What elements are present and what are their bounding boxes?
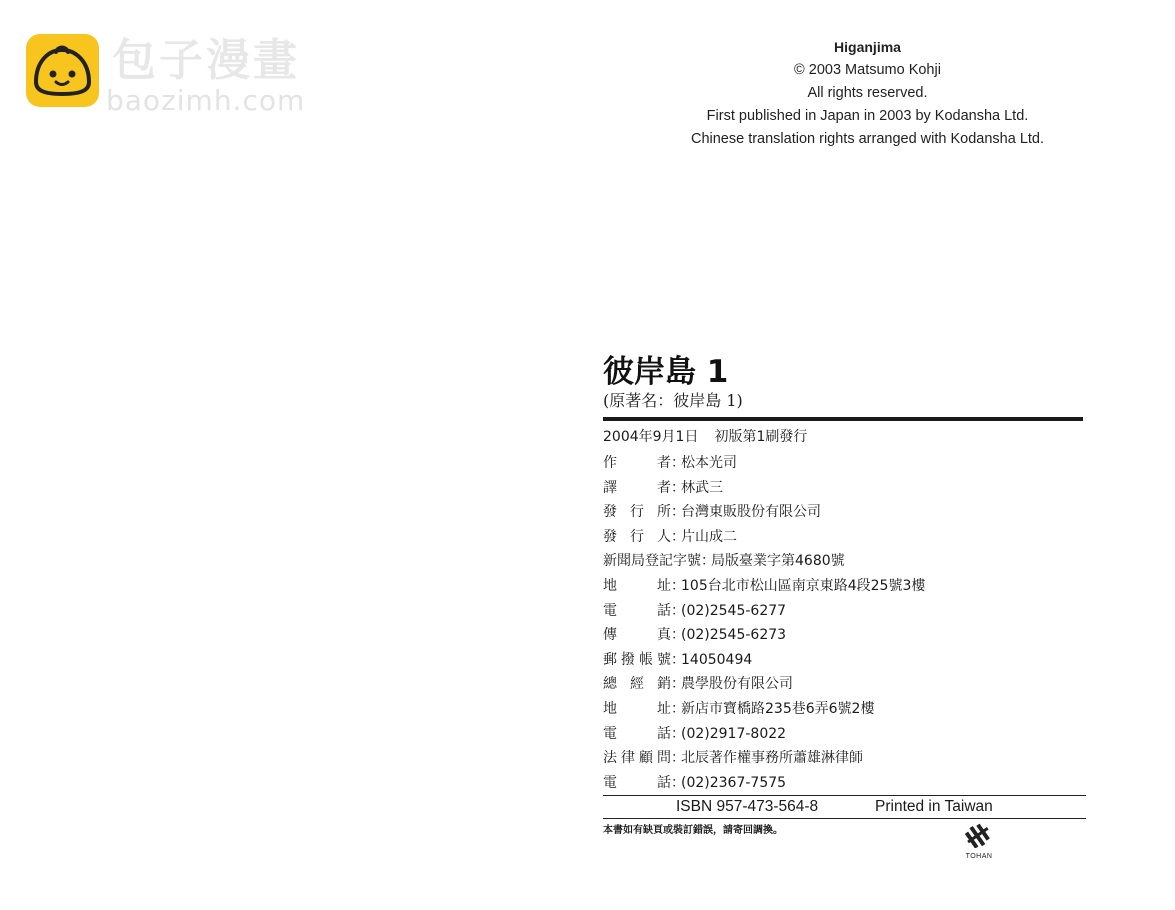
- colophon-row: [603, 722, 1086, 747]
- row-label: 作 者: [603, 455, 671, 471]
- watermark-cn: 包子漫畫: [112, 35, 300, 86]
- english-credits: [640, 36, 1095, 151]
- replacement-note: 本書如有缺頁或裝訂錯誤，請寄回調換。: [603, 825, 783, 836]
- row-value: 局版臺業字第4680號: [711, 553, 845, 570]
- row-separator: ：: [671, 627, 685, 644]
- row-label: 電 話: [603, 774, 671, 791]
- row-value: 北辰著作權事務所蕭雄淋律師: [681, 750, 863, 767]
- colophon-row: [603, 451, 1086, 476]
- row-label: 發 行 所: [603, 504, 671, 521]
- row-value: (02)2917-8022: [681, 725, 787, 742]
- row-value: 片山成二: [681, 528, 737, 545]
- isbn-bar: [603, 795, 1086, 819]
- bun-icon: [26, 34, 99, 107]
- colophon-row: [603, 500, 1086, 525]
- watermark-logo: [26, 34, 316, 117]
- printed-in: Printed in Taiwan: [875, 798, 993, 815]
- row-label: 電 話: [603, 725, 671, 742]
- book-title: 彼岸島 1: [603, 354, 729, 390]
- original-title: (原著名：彼岸島 1): [603, 391, 743, 410]
- row-separator: ：: [671, 602, 685, 619]
- watermark-en: baozimh.com: [106, 84, 306, 117]
- row-separator: ：: [671, 725, 685, 742]
- colophon-row: [603, 771, 1086, 796]
- row-value: 松本光司: [681, 455, 737, 471]
- row-label: 地 址: [603, 577, 671, 594]
- row-label: 地 址: [603, 700, 671, 717]
- row-separator: ：: [671, 700, 685, 717]
- tohan-mark-icon: [964, 822, 994, 848]
- row-value: (02)2367-7575: [681, 774, 787, 791]
- row-separator: ：: [671, 577, 685, 594]
- colophon-row: [603, 746, 1086, 771]
- row-separator: ：: [671, 750, 685, 767]
- tohan-logo: [961, 822, 997, 858]
- colophon-row: [603, 599, 1086, 624]
- row-label: 譯 者: [603, 479, 671, 496]
- row-label: 總 經 銷: [603, 676, 671, 693]
- tohan-label: TOHAN: [965, 853, 993, 860]
- row-separator: ：: [671, 504, 685, 521]
- credits-title: Higanjima: [834, 39, 901, 55]
- colophon-row: [603, 648, 1086, 673]
- colophon: [603, 352, 1086, 860]
- row-value: 105台北市松山區南京東路4段25號3樓: [681, 577, 926, 594]
- row-label: 傳 真: [603, 627, 671, 644]
- row-value: 台灣東販股份有限公司: [681, 504, 821, 521]
- row-label: 郵 撥 帳 號: [603, 651, 671, 668]
- row-separator: ：: [671, 528, 685, 545]
- colophon-row: [603, 549, 1086, 574]
- credits-translation: Chinese translation rights arranged with Kodansha Ltd.: [690, 131, 1045, 147]
- row-value: 14050494: [681, 651, 753, 668]
- edition-line: [603, 427, 1086, 447]
- edition-date: 2004年9月1日: [603, 429, 699, 445]
- colophon-row: [603, 623, 1086, 648]
- edition-text: 初版第1刷發行: [714, 429, 808, 445]
- row-label: 發 行 人: [603, 528, 671, 545]
- colophon-rows: [603, 451, 1086, 795]
- row-value: 林武三: [681, 479, 723, 496]
- credits-rights: All rights reserved.: [807, 85, 928, 101]
- row-value: (02)2545-6277: [681, 602, 787, 619]
- row-value: 新店市寶橋路235巷6弄6號2樓: [681, 700, 875, 717]
- row-separator: ：: [671, 651, 685, 668]
- row-separator: ：: [671, 676, 685, 693]
- thick-divider: [603, 417, 1083, 421]
- colophon-row: [603, 574, 1086, 599]
- colophon-row: [603, 697, 1086, 722]
- row-label: 電 話: [603, 602, 671, 619]
- colophon-row: [603, 476, 1086, 501]
- row-value: 農學股份有限公司: [681, 676, 793, 693]
- row-separator: ：: [701, 553, 715, 570]
- row-separator: ：: [671, 479, 685, 496]
- row-separator: ：: [671, 774, 685, 791]
- isbn: ISBN 957-473-564-8: [676, 798, 819, 815]
- row-label: 新聞局登記字號: [603, 553, 701, 570]
- row-label: 法 律 顧 問: [603, 750, 671, 767]
- row-value: (02)2545-6273: [681, 627, 787, 644]
- colophon-row: [603, 672, 1086, 697]
- credits-copyright: © 2003 Matsumo Kohji: [794, 62, 941, 78]
- credits-published: First published in Japan in 2003 by Kodansha Ltd.: [706, 108, 1029, 124]
- row-separator: ：: [671, 455, 685, 471]
- colophon-row: [603, 525, 1086, 550]
